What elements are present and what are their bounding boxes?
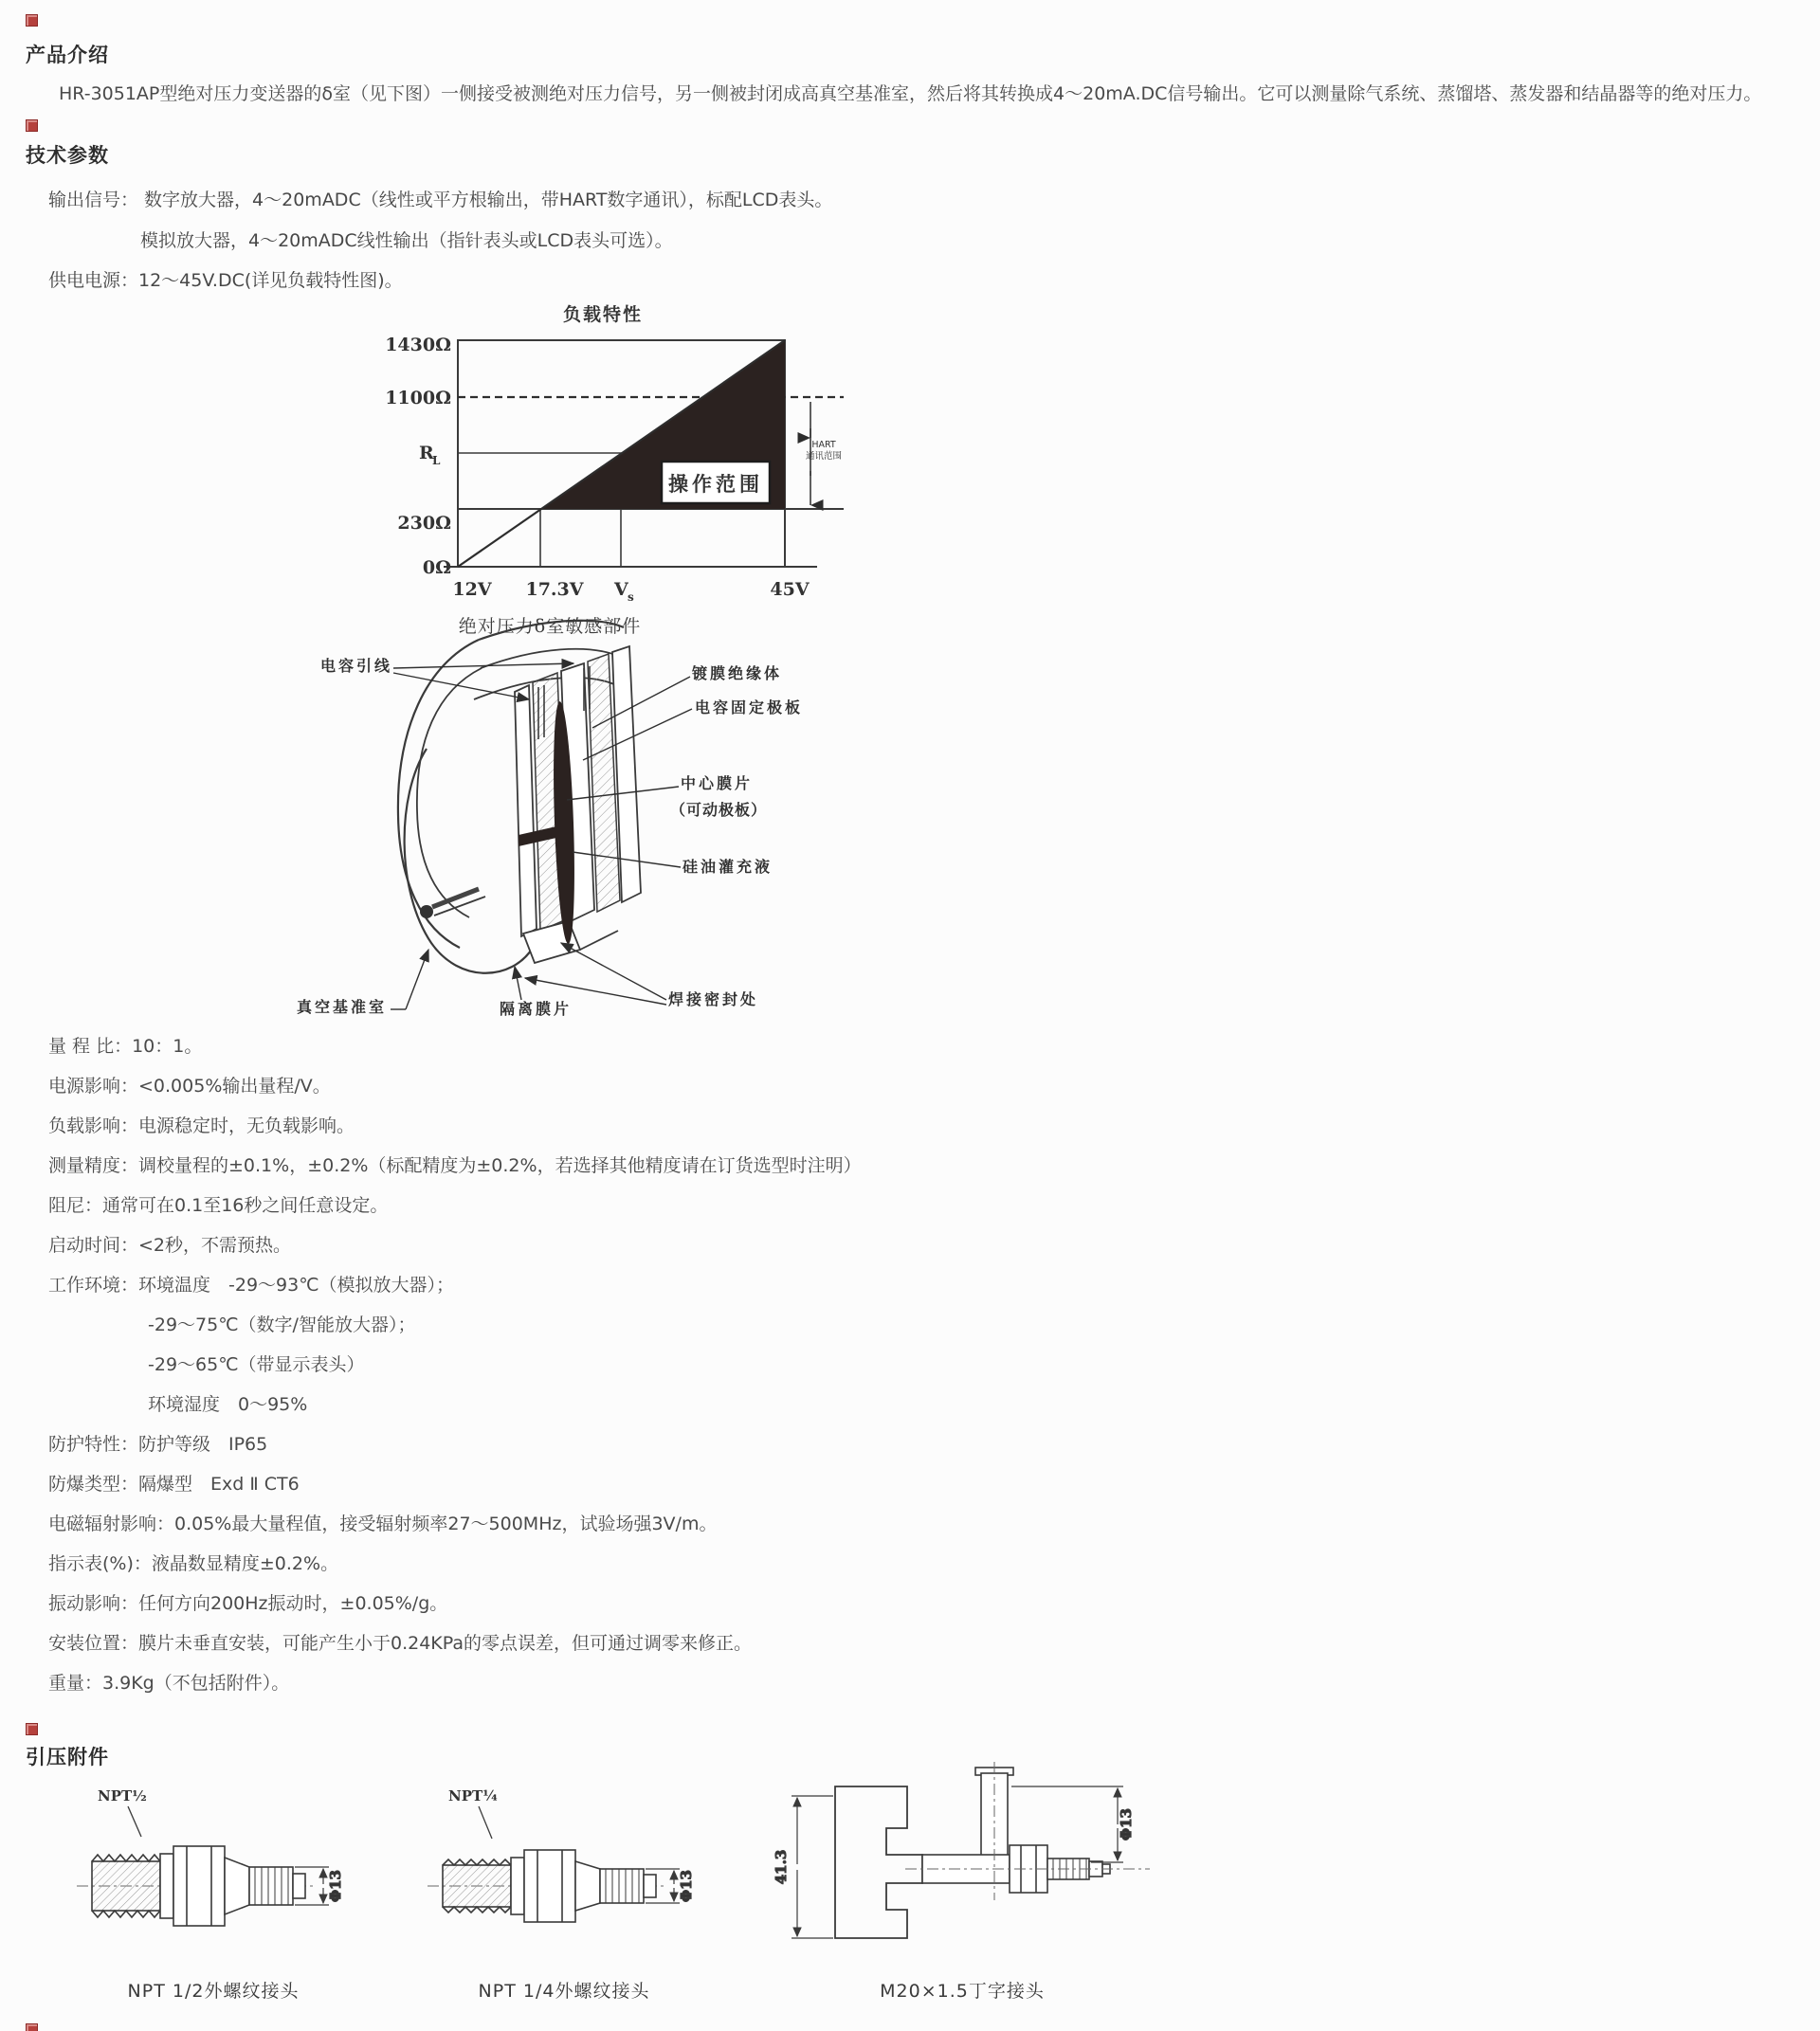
- height-dimension-label: 41.3: [773, 1849, 790, 1885]
- fitting-drawing-npt12: [71, 1780, 355, 1974]
- collar: [511, 1858, 524, 1914]
- xtick-45v: 45V: [770, 579, 810, 600]
- spec-row: 负载影响：电源稳定时，无负载影响。: [48, 1115, 355, 1136]
- output-signal-line: 输出信号： 数字放大器，4～20mADC（线性或平方根输出，带HART数字通讯），标配LCD表头。: [48, 190, 833, 210]
- spec-row: 重量：3.9Kg（不包括附件）。: [48, 1673, 290, 1694]
- thread-label-leader: [128, 1806, 141, 1837]
- taper: [575, 1861, 600, 1911]
- sensor-cutaway-diagram: [284, 616, 815, 1033]
- thread-size-label: NPT½: [98, 1787, 147, 1804]
- spec-row: 启动时间：<2秒，不需预热。: [48, 1235, 292, 1256]
- xtick-vs-sub: s: [628, 590, 634, 604]
- xtick-17v: 17.3V: [525, 579, 584, 600]
- ytick-1100: 1100Ω: [385, 388, 451, 408]
- fill-tube-and-seal: [420, 889, 485, 918]
- thread-crest-top: [92, 1855, 160, 1861]
- spec-row: 量 程 比：10：1。: [48, 1036, 203, 1057]
- sensor-diagram-title: 绝对压力δ室敏感部件: [458, 616, 642, 637]
- hex-nut: [173, 1846, 225, 1926]
- spec-row: 电磁辐射影响：0.05%最大量程值，接受辐射频率27～500MHz，试验场强3V/m。: [48, 1514, 718, 1534]
- tip: [293, 1874, 305, 1898]
- fitting-body: [443, 1850, 656, 1922]
- spec-row: 防爆类型：隔爆型 Exd Ⅱ CT6: [48, 1474, 300, 1495]
- label-silicone-oil: 硅油灌充液: [682, 858, 774, 876]
- leader-vacuum-arrow: [406, 950, 428, 1009]
- operating-range-label: 操作范围: [668, 473, 763, 496]
- spec-row: 振动影响：任何方向200Hz振动时，±0.05%/g。: [48, 1593, 448, 1614]
- spec-row: -29～65℃（带显示表头）: [148, 1354, 365, 1375]
- thread-label-leader: [479, 1806, 492, 1839]
- label-isolation-diaphragm: 隔离膜片: [500, 1000, 573, 1018]
- fitting1-caption: NPT 1/2外螺纹接头: [127, 1981, 300, 2002]
- fitting2-svg: [422, 1780, 706, 1974]
- threaded-section: [92, 1861, 160, 1911]
- fitting-drawing-npt14: [422, 1780, 706, 1974]
- label-coated-insulator: 镀膜绝缘体: [692, 664, 783, 682]
- hart-label-line2: 通讯范围: [805, 451, 843, 462]
- fitting-drawing-m20-tee: [763, 1758, 1161, 1981]
- leader-isolation: [515, 967, 521, 1000]
- dia-dimension-label: Φ13: [1118, 1808, 1135, 1841]
- label-capacitor-lead: 电容引线: [320, 657, 393, 675]
- xtick-vs: V: [614, 579, 628, 600]
- spec-row: 测量精度：调校量程的±0.1%，±0.2%（标配精度为±0.2%，若选择其他精度请在订货选型时注明）: [48, 1155, 862, 1176]
- label-fixed-plate: 电容固定极板: [695, 698, 804, 716]
- spec-row: 电源影响：<0.005%输出量程/V。: [48, 1076, 331, 1097]
- red-bullet-icon: [26, 119, 38, 132]
- spec-row: 安装位置：膜片未垂直安装，可能产生小于0.24KPa的零点误差，但可通过调零来修正。: [48, 1633, 753, 1654]
- top-band-1: [479, 621, 624, 640]
- thread-crest-top: [443, 1859, 511, 1865]
- spec-row: 环境湿度 0～95%: [148, 1394, 308, 1415]
- leader-capacitor-lead-2: [393, 673, 529, 699]
- spec-row: -29～75℃（数字/智能放大器）；: [148, 1315, 416, 1335]
- stem: [600, 1869, 644, 1903]
- hex-nut: [524, 1850, 575, 1922]
- dia-dimension-label: Φ13: [678, 1870, 695, 1902]
- fitting2-caption: NPT 1/4外螺纹接头: [478, 1981, 650, 2002]
- label-center-diaphragm: 中心膜片: [681, 774, 754, 792]
- ytick-1430: 1430Ω: [385, 335, 451, 355]
- ytick-0: 0Ω: [422, 557, 451, 578]
- chart-x-axis-labels: [452, 579, 810, 604]
- load-chart-svg: [360, 296, 891, 612]
- sensor-plate-stack: [515, 646, 641, 963]
- output-signal-line2: 模拟放大器，4～20mADC线性输出（指针表头或LCD表头可选）。: [140, 230, 673, 251]
- collar: [160, 1854, 173, 1918]
- hart-label-line1: HART: [811, 440, 836, 450]
- flange-block: [835, 1786, 922, 1938]
- spec-row: 工作环境：环境温度 -29～93℃（模拟放大器）；: [48, 1275, 455, 1296]
- leader-weld-1: [561, 943, 666, 1000]
- thread-size-label: NPT¼: [448, 1787, 498, 1804]
- chart-title: 负载特性: [562, 304, 644, 325]
- threaded-section: [443, 1865, 511, 1907]
- dia-dimension-label: Φ13: [327, 1870, 344, 1902]
- tech-params-heading: 技术参数: [26, 144, 109, 167]
- thread-crest-bottom: [92, 1911, 160, 1917]
- red-bullet-icon: [26, 14, 38, 27]
- fittings-heading: 引压附件: [26, 1746, 109, 1768]
- power-supply-line: 供电电源：12～45V.DC(详见负载特性图)。: [48, 270, 403, 291]
- fitting-body: [92, 1846, 305, 1926]
- intro-heading: 产品介绍: [26, 44, 109, 66]
- fitting3-svg: [763, 1758, 1161, 1981]
- fitting3-caption: M20×1.5丁字接头: [880, 1981, 1045, 2002]
- ytick-230: 230Ω: [397, 513, 451, 534]
- label-weld-seal: 焊接密封处: [668, 990, 759, 1008]
- spec-row: 指示表(%)：液晶数显精度±0.2%。: [48, 1553, 339, 1574]
- label-movable-plate: （可动极板）: [670, 801, 768, 819]
- red-bullet-icon: [26, 2023, 38, 2031]
- fitting1-svg: [71, 1780, 355, 1974]
- spec-row: 阻尼：通常可在0.1至16秒之间任意设定。: [48, 1195, 389, 1216]
- tip: [644, 1875, 656, 1897]
- operating-range-label-box: [662, 462, 770, 503]
- taper: [225, 1858, 249, 1914]
- hart-range-dimension: [806, 402, 842, 505]
- red-bullet-icon: [26, 1723, 38, 1735]
- label-vacuum-chamber: 真空基准室: [297, 998, 388, 1016]
- dimension-41-3: [773, 1796, 833, 1938]
- separator-plate: [515, 685, 537, 936]
- spec-row: 防护特性：防护等级 IP65: [48, 1434, 268, 1455]
- xtick-12v: 12V: [452, 579, 492, 600]
- ytick-rl-sub: L: [432, 454, 441, 467]
- intro-paragraph: HR-3051AP型绝对压力变送器的δ室（见下图）一侧接受被测绝对压力信号，另一侧被封闭成高真空基准室，然后将其转换成4～20mA.DC信号输出。它可以测量除气系统、蒸馏塔、蒸发器和结晶器等的绝对压力。: [59, 83, 1762, 104]
- load-characteristic-chart: [360, 296, 891, 612]
- thread-crest-bottom: [443, 1907, 511, 1913]
- ytick-rl: R: [419, 443, 434, 463]
- stem: [249, 1867, 293, 1905]
- chart-y-axis-labels: [385, 335, 451, 578]
- spec-list: [48, 1026, 862, 1703]
